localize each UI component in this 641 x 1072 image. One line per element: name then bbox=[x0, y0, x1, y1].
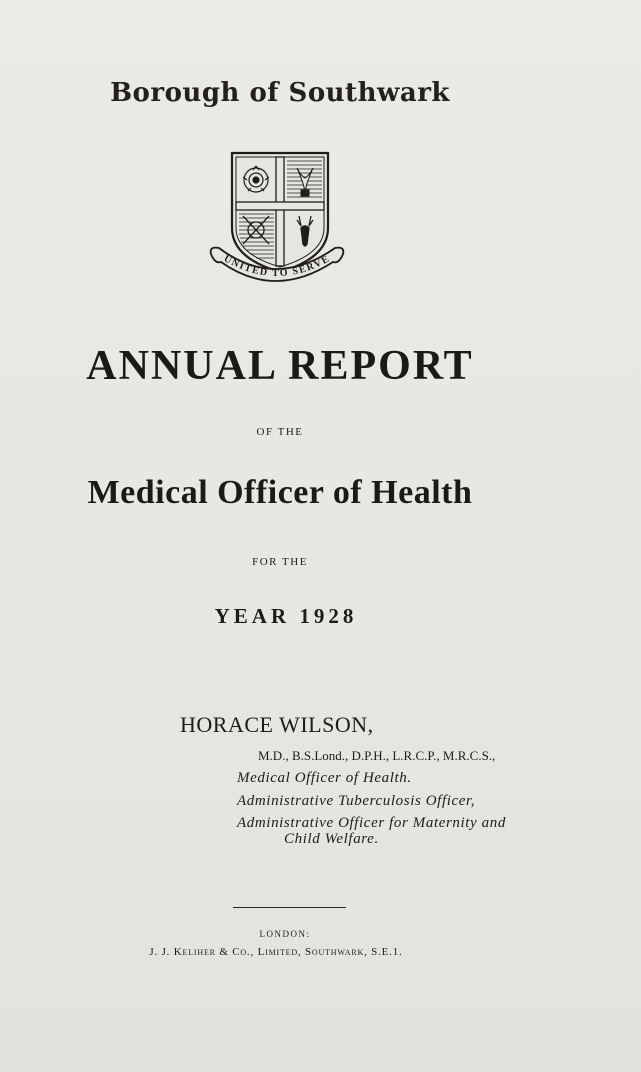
report-title: ANNUAL REPORT bbox=[86, 343, 474, 389]
author-name: HORACE WILSON, bbox=[180, 712, 374, 737]
of-the-connector: OF THE bbox=[256, 426, 304, 438]
author-role: Administrative Tuberculosis Officer, bbox=[237, 793, 476, 809]
author-qualifications: M.D., B.S.Lond., D.P.H., L.R.C.P., M.R.C.S., bbox=[258, 748, 496, 763]
imprint-place: LONDON: bbox=[259, 929, 311, 939]
divider-rule bbox=[233, 907, 346, 908]
borough-heading: Borough of Southwark bbox=[110, 78, 450, 108]
imprint-printer: J. J. Keliher & Co., Limited, Southwark, S.E.1. bbox=[149, 946, 403, 958]
crest-motto: UNITED TO SERVE bbox=[221, 253, 333, 280]
borough-crest-icon bbox=[205, 150, 350, 300]
for-the-connector: FOR THE bbox=[252, 556, 308, 568]
author-role: Medical Officer of Health. bbox=[237, 770, 412, 786]
report-year: YEAR 1928 bbox=[214, 604, 358, 628]
report-subject: Medical Officer of Health bbox=[87, 474, 473, 511]
author-role: Child Welfare. bbox=[284, 831, 379, 847]
author-role: Administrative Officer for Maternity and bbox=[237, 815, 506, 831]
